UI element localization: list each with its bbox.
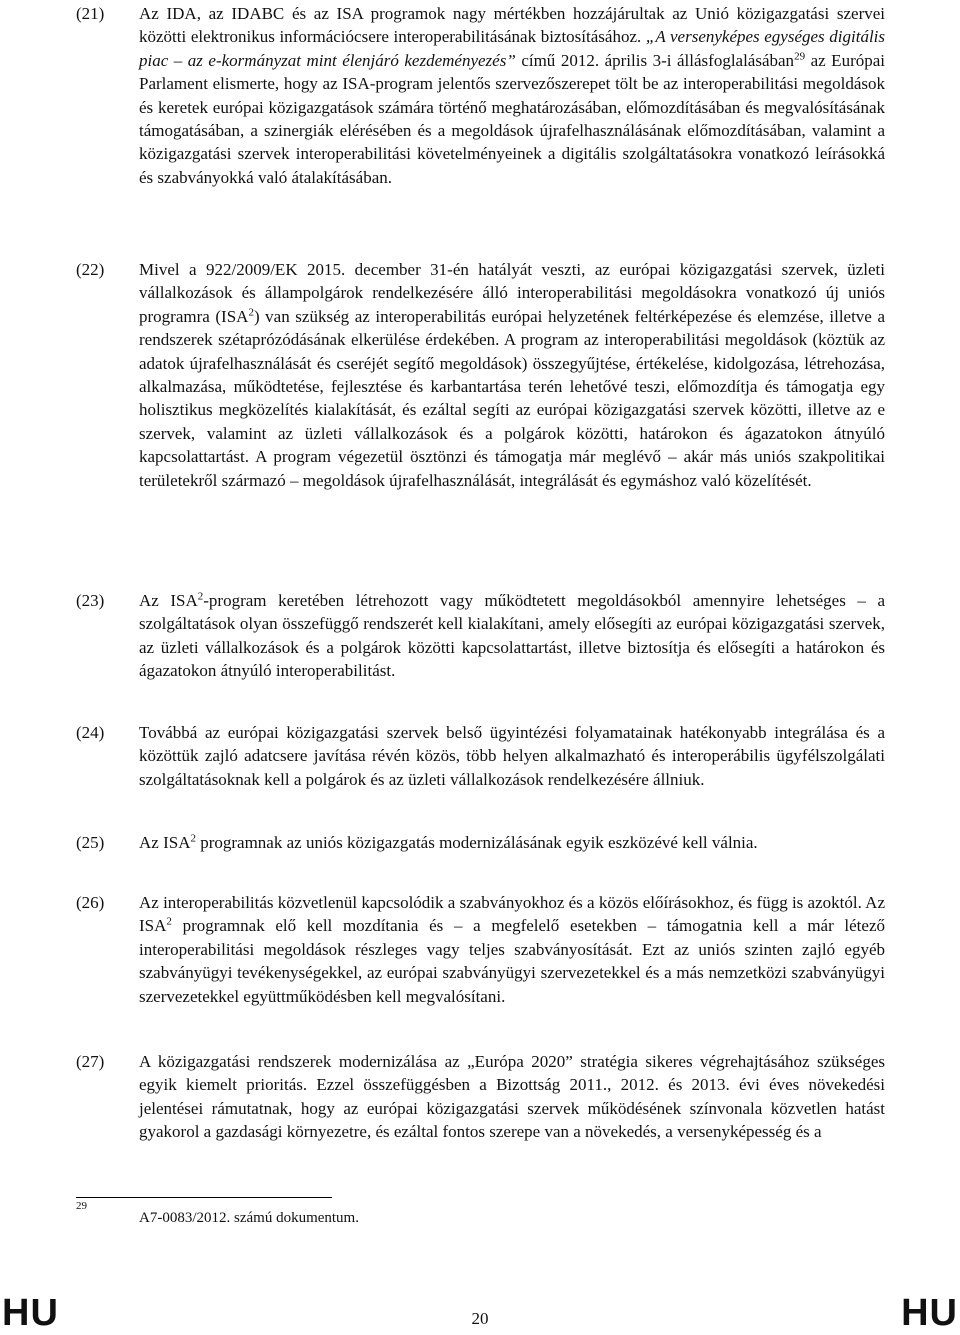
footer-language-left: HU [2, 1292, 59, 1334]
footnote-separator [76, 1197, 332, 1198]
paragraph-number: (24) [76, 723, 105, 742]
paragraph-text: Továbbá az európai közigazgatási szervek belső ügyintézési folyamatainak hatékonyabb integrálása és a közöttük zajló adatcsere javítása révén közös, több helyen alkalmazható és interoperábilis ügyfélszolgálati szolgáltatásoknak kell a polgárok és az üzleti vállalkozások rendelkezésére állniuk. [139, 723, 885, 789]
paragraph-text: Az ISA$^2$ programnak az uniós közigazgatás modernizálásának egyik eszközévé kell válnia. [139, 832, 758, 852]
footer-language-right: HU [901, 1292, 958, 1334]
paragraph-text: A közigazgatási rendszerek modernizálása az „Európa 2020” stratégia sikeres végrehajtásához szükséges egyik kiemelt prioritás. Ezzel összefüggésben a Bizottság 2011., 2012. és 2013. évi éves növekedési jelentései rámutatnak, hogy az európai közigazgatási szervek működésének színvonala közvetlen hatást gyakorol a gazdasági környezetre, és ezáltal fontos szerepe van a növekedés, a versenyképesség és a [139, 1052, 885, 1142]
italic-title: „A versenyképes egységes digitális piac – az e-kormányzat mint élenjáró kezdeményezés” [139, 27, 885, 70]
paragraph-text: Az interoperabilitás közvetlenül kapcsolódik a szabványokhoz és a közös előírásokhoz, és függ is azoktól. Az ISA$^2$ programnak elő kell mozdítania és – a megfelelő esetekben – támogatnia kell a már létező interoperabilitási megoldások részleges vagy teljes szabványosítását. Ezt az uniós szinten zajló egyéb szabványügyi tevékenységekkel, az európai szabványügyi szervezetekkel és a más nemzetközi szabványügyi szervezetekkel együttműködésben kell megvalósítani. [139, 893, 885, 1006]
superscript: 2 [166, 915, 172, 928]
paragraph-text: Mivel a 922/2009/EK 2015. december 31-én hatályát veszti, az európai közigazgatási szervek, üzleti vállalkozások és állampolgárok rendelkezésére álló interoperabilitási megoldásokra vonatkozó új uniós programra (ISA$^2$) van szükség az interoperabilitás európai helyzetének feltérképezése és elemzése, illetve a rendszerek szétaprózódásának elkerülése érdekében. A program az interoperabilitási megoldások (köztük az adatok újrafelhasználását és cseréjét segítő megoldások) összegyűjtése, értékelése, kidolgozása, létrehozása, alkalmazása, működtetése, fejlesztése és karbantartása terén lehetővé teszi, előmozdítja és támogatja egy holisztikus megközelítés kialakítását, és ezáltal segíti az európai közigazgatási szervek közötti, illetve az e szervek, valamint az üzleti vállalkozások és a polgárok közötti, határokon és ágazatokon átnyúló kapcsolattartást. A program végezetül ösztönzi és támogatja már meglévő – akár más uniós szakpolitikai területekről származó – megoldások újrafelhasználását, integrálását és egymáshoz való közelítését. [139, 260, 885, 490]
paragraph-number: (26) [76, 893, 105, 912]
paragraph-text: Az ISA$^2$-program keretében létrehozott vagy működtetett megoldásokból amennyire lehetséges – a szolgáltatások olyan összefüggő rendszerét kell kialakítani, amely elősegíti az európai közigazgatási szervek, az üzleti vállalkozások és a polgárok közötti kapcsolattartást, illetve biztosítja és elősegíti a határokon és ágazatokon átnyúló interoperabilitást. [139, 590, 885, 681]
paragraph-number: (27) [76, 1052, 105, 1071]
paragraph-number: (22) [76, 260, 105, 279]
paragraph-number: (21) [76, 4, 105, 23]
paragraph-number: (25) [76, 833, 105, 852]
superscript: 2 [197, 590, 204, 603]
footnote-ref: 29 [794, 50, 806, 63]
paragraph-number: (23) [76, 591, 105, 610]
superscript: 2 [190, 832, 196, 845]
page-number: 20 [471, 1309, 489, 1328]
superscript: 2 [248, 306, 254, 319]
paragraph-text: Az IDA, az IDABC és az ISA programok nagy mértékben hozzájárultak az Unió közigazgatási szervei közötti elektronikus információcsere interoperabilitásának biztosításához. „A versenyképes egységes digitális piac – az e-kormányzat mint élenjáró kezdeményezés” című 2012. április 3-i állásfoglalásában$^{29}$ az Európai Parlament elismerte, hogy az ISA-program jelentős szervezőszerepet tölt be az interoperabilitási megoldások és keretek európai közigazgatások számára történő meghatározásában, előmozdításában és megvalósításának támogatásában, a szinergiák elérésében és a megoldások újrafelhasználásának előmozdításában, valamint a közigazgatási szervek interoperabilitási követelményeinek a digitális szolgáltatásokra vonatkozó leírásokká és szabványokká való átalakításában. [139, 4, 886, 187]
footnote-text: A7-0083/2012. számú dokumentum. [139, 1210, 359, 1226]
